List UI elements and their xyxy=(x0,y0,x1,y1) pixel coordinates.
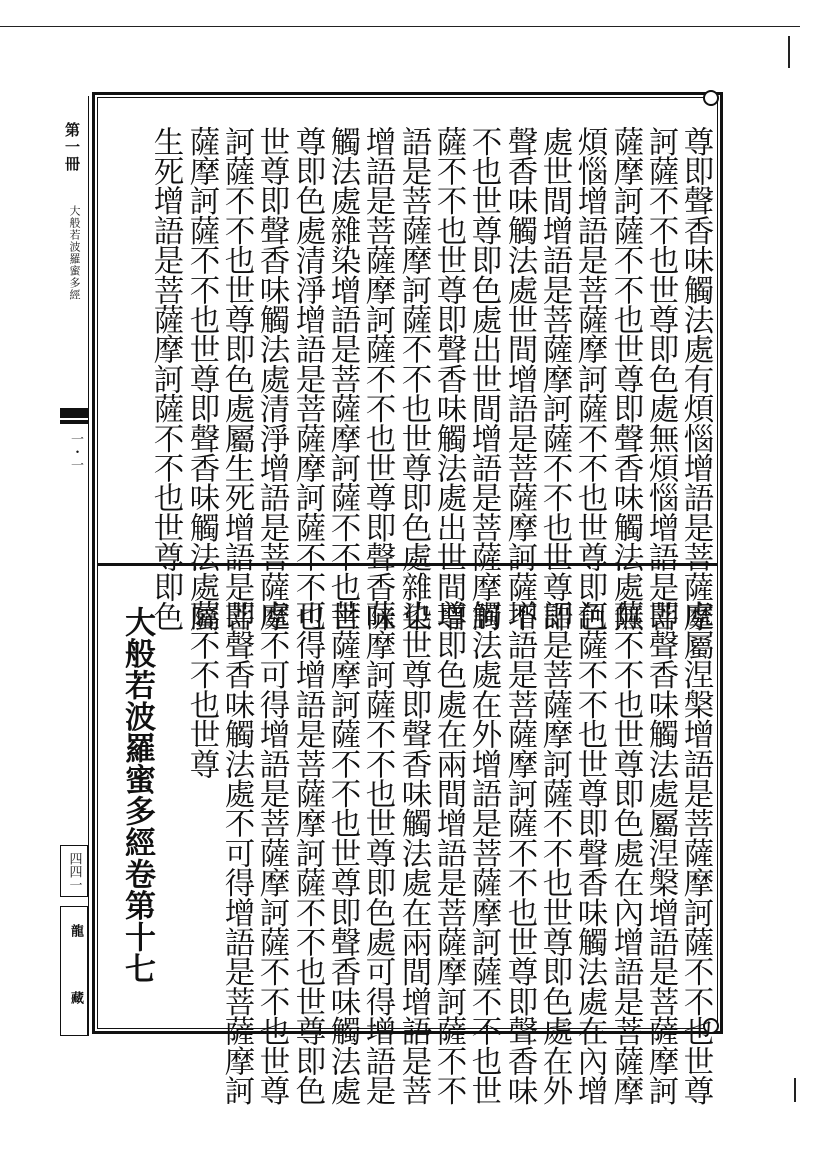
text-column: 語是菩薩摩訶薩不不也世尊即色處在外 xyxy=(537,600,572,1105)
edge-mark-top xyxy=(788,36,790,68)
top-rule xyxy=(0,26,800,27)
text-column: 增語是菩薩摩訶薩不不也世尊即聲香味 xyxy=(360,126,395,631)
sutra-title-margin: 大般若波羅蜜多經 xyxy=(68,205,81,301)
text-column: 薩摩訶薩不不也世尊即聲香味觸法處屬 xyxy=(184,126,219,631)
text-column: 訶薩不不也世尊即色處屬生死增語是菩 xyxy=(219,126,254,631)
fishtail-mark-thin xyxy=(60,420,88,424)
text-column: 煩惱增語是菩薩摩訶薩不不也世尊即色 xyxy=(572,126,607,631)
text-column: 處世間增語是菩薩摩訶薩不不也世尊即 xyxy=(537,126,572,631)
closing-title: 大般若波羅蜜多經卷第十七 xyxy=(119,606,155,984)
fishtail-mark xyxy=(60,408,88,418)
text-column: 訶薩不不也世尊即色處無煩惱增語是菩 xyxy=(643,126,678,631)
text-column: 即聲香味觸法處不可得增語是菩薩摩訶 xyxy=(219,600,254,1105)
edge-mark-bottom xyxy=(794,1078,796,1102)
text-column: 薩不不也世尊 xyxy=(184,600,219,779)
text-column: 薩摩訶薩不不也世尊即聲香味觸法處無 xyxy=(608,126,643,631)
text-column: 語是菩薩摩訶薩不不也世尊即色處雜染 xyxy=(396,126,431,631)
text-column: 尊即色處在兩間增語是菩薩摩訶薩不不 xyxy=(431,600,466,1105)
sheet-number: 一・一 xyxy=(68,432,83,471)
page-number: 四四一 xyxy=(60,845,88,897)
text-column: 薩摩訶薩不不也世尊即色處可得增語是 xyxy=(360,600,395,1105)
text-column: 處屬涅槃增語是菩薩摩訶薩不不也世尊 xyxy=(678,600,713,1105)
text-column: 觸法處在外增語是菩薩摩訶薩不不也世 xyxy=(466,600,501,1105)
text-column: 處不可得增語是菩薩摩訶薩不不也世尊 xyxy=(254,600,289,1105)
text-column: 聲香味觸法處世間增語是菩薩摩訶薩不 xyxy=(502,126,537,631)
text-column: 尊即聲香味觸法處有煩惱增語是菩薩摩 xyxy=(678,126,713,631)
text-column: 觸法處雜染增語是菩薩摩訶薩不不也世 xyxy=(325,126,360,631)
text-column: 生死增語是菩薩摩訶薩不不也世尊即色 xyxy=(148,126,183,631)
text-column: 也世尊即聲香味觸法處在兩間增語是菩 xyxy=(396,600,431,1105)
text-column: 不也世尊即色處出世間增語是菩薩摩訶 xyxy=(466,126,501,631)
text-column: 尊即色處清淨增語是菩薩摩訶薩不不也 xyxy=(290,126,325,631)
text-column: 世尊即聲香味觸法處清淨增語是菩薩摩 xyxy=(254,126,289,631)
text-column: 即聲香味觸法處屬涅槃增語是菩薩摩訶 xyxy=(643,600,678,1105)
margin-rule xyxy=(88,96,89,1036)
volume-label: 第一冊 xyxy=(63,122,81,173)
text-column: 薩不不也世尊即聲香味觸法處出世間增 xyxy=(431,126,466,631)
text-column: 菩薩摩訶薩不不也世尊即聲香味觸法處 xyxy=(325,600,360,1105)
corner-ornament-top-right xyxy=(703,90,719,106)
text-column: 薩不不也世尊即色處在內增語是菩薩摩 xyxy=(608,600,643,1105)
brand-label: 龍藏 xyxy=(68,924,83,1058)
text-column: 訶薩不不也世尊即聲香味觸法處在內增 xyxy=(572,600,607,1105)
text-column: 可得增語是菩薩摩訶薩不不也世尊即色 xyxy=(290,600,325,1105)
text-column: 增語是菩薩摩訶薩不不也世尊即聲香味 xyxy=(502,600,537,1105)
